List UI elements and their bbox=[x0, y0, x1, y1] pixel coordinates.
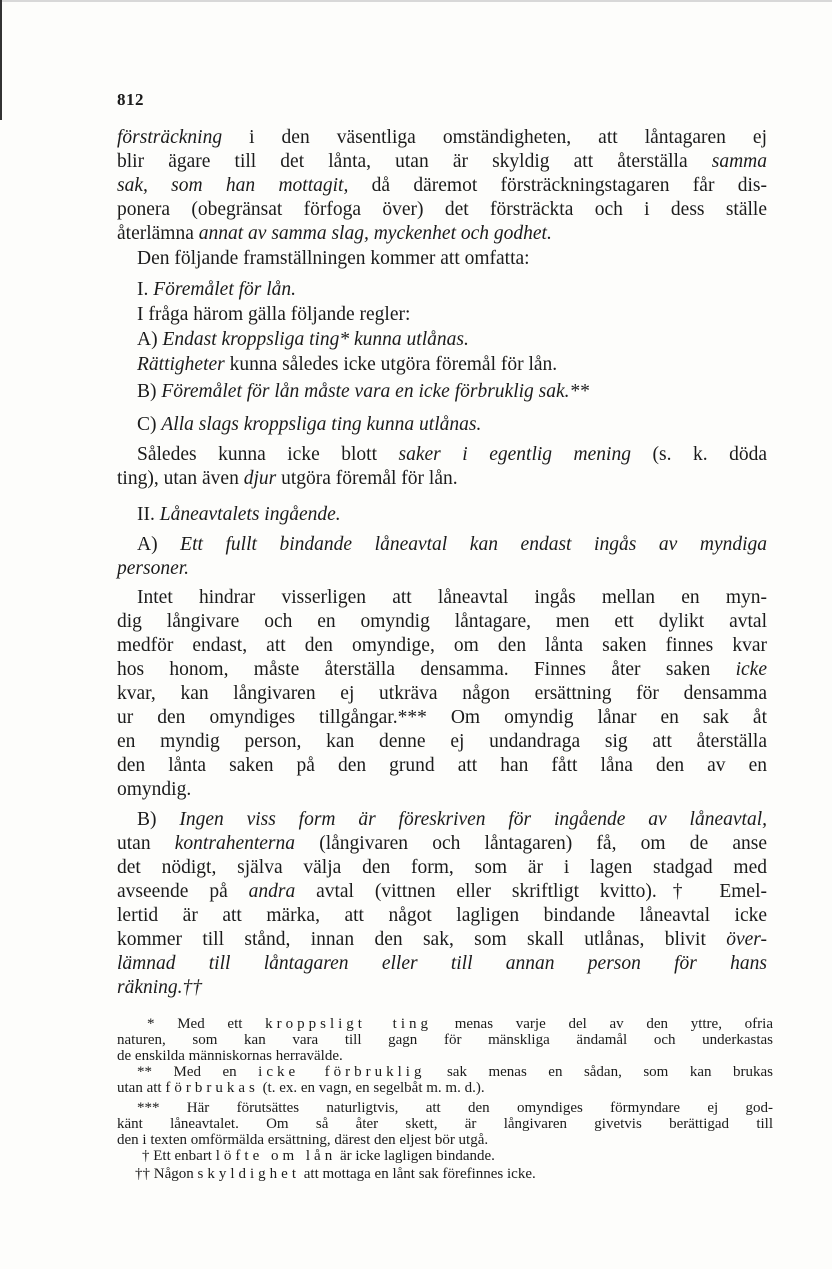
body-line: Intet hindrar visserligen att låneavtal ingås mellan en myn- bbox=[137, 587, 767, 608]
rule-c-note: ting), utan även djur utgöra föremål för lån. bbox=[117, 468, 458, 489]
body-line: ur den omyndiges tillgångar.*** Om omyndig lånar en sak åt bbox=[117, 707, 767, 728]
body-line: sak, som han mottagit, då däremot försträckningstagaren får dis- bbox=[117, 175, 767, 196]
body-line: medför endast, att den omyndige, om den lånta saken finnes kvar bbox=[117, 635, 767, 656]
footnote-3: känt låneavtalet. Om så åter skett, är långivaren givetvis berättigad till bbox=[117, 1116, 773, 1132]
section-heading: II. Låneavtalets ingående. bbox=[137, 504, 341, 525]
rule-a-note: Rättigheter kunna således icke utgöra föremål för lån. bbox=[137, 354, 558, 375]
page-number: 812 bbox=[117, 90, 144, 109]
section-heading: I. Föremålet för lån. bbox=[137, 279, 297, 300]
body-line: ponera (obegränsat förfoga över) det försträckta och i dess ställe bbox=[117, 199, 767, 220]
body-line: dig långivare och en omyndig låntagare, men ett dylikt avtal bbox=[117, 611, 767, 632]
body-line: försträckning i den väsentliga omständigheten, att låntagaren ej bbox=[117, 127, 767, 148]
rule-b: avseende på andra avtal (vittnen eller skriftligt kvitto).† Emel- bbox=[117, 881, 767, 902]
intro-line: Den följande framställningen kommer att omfatta: bbox=[137, 248, 530, 269]
rule-b: kommer till stånd, innan den sak, som skall utlånas, blivit över- bbox=[117, 929, 767, 950]
footnote-3: den i texten omförmälda ersättning, därest den eljest bör utgå. bbox=[117, 1132, 489, 1148]
footnote-1: naturen, som kan vara till gagn för mänskliga ändamål och underkastas bbox=[117, 1032, 773, 1048]
rule-a: A) Endast kroppsliga ting* kunna utlånas. bbox=[137, 329, 469, 350]
page-left-edge bbox=[0, 0, 2, 120]
rule-c-note: Således kunna icke blott saker i egentlig mening (s. k. döda bbox=[137, 444, 768, 465]
footnote-2: utan att förbrukas (t. ex. en vagn, en segelbåt m. m. d.). bbox=[117, 1080, 485, 1096]
rule-a: A) Ett fullt bindande låneavtal kan endast ingås av myndiga bbox=[137, 534, 768, 555]
body-line: kvar, kan långivaren ej utkräva någon ersättning för densamma bbox=[117, 683, 767, 704]
rule-b: B) Ingen viss form är föreskriven för ingående av låneavtal, bbox=[137, 809, 767, 830]
body-line: blir ägare till det lånta, utan är skyldig att återställa samma bbox=[117, 151, 767, 172]
footnote-5: †† Någon skyldighet att mottaga en lånt sak förefinnes icke. bbox=[135, 1166, 536, 1182]
page-top-edge bbox=[0, 0, 832, 2]
body-line: den lånta saken på den grund att han fått låna den av en bbox=[117, 755, 767, 776]
footnote-1: de enskilda människornas herravälde. bbox=[117, 1048, 343, 1064]
rule-a: personer. bbox=[117, 558, 190, 579]
rule-b: utan kontrahenterna (långivaren och låntagaren) få, om de anse bbox=[117, 833, 767, 854]
body-line: en myndig person, kan denne ej undandraga sig att återställa bbox=[117, 731, 767, 752]
body-line: omyndig. bbox=[117, 779, 192, 800]
body-line: återlämna annat av samma slag, myckenhet och godhet. bbox=[117, 223, 552, 244]
rules-intro: I fråga härom gälla följande regler: bbox=[137, 304, 411, 325]
rule-b: räkning.†† bbox=[117, 977, 203, 998]
footnote-4: † Ett enbart löfte om lån är icke lagligen bindande. bbox=[142, 1148, 495, 1164]
rule-b: det nödigt, själva välja den form, som är i lagen stadgad med bbox=[117, 857, 767, 878]
body-line: hos honom, måste återställa densamma. Finnes åter saken icke bbox=[117, 659, 767, 680]
rule-c: C) Alla slags kroppsliga ting kunna utlånas. bbox=[137, 414, 482, 435]
rule-b: B) Föremålet för lån måste vara en icke förbruklig sak.** bbox=[137, 381, 590, 402]
rule-b: lertid är att märka, att något lagligen bindande låneavtal icke bbox=[117, 905, 767, 926]
footnote-2: ** Med en icke förbruklig sak menas en sådan, som kan brukas bbox=[137, 1064, 773, 1080]
footnote-1: * Med ett kroppsligt ting menas varje del av den yttre, ofria bbox=[147, 1016, 773, 1032]
rule-b: lämnad till låntagaren eller till annan person för hans bbox=[117, 953, 767, 974]
footnote-3: *** Här förutsättes naturligtvis, att den omyndiges förmyndare ej god- bbox=[137, 1100, 773, 1116]
